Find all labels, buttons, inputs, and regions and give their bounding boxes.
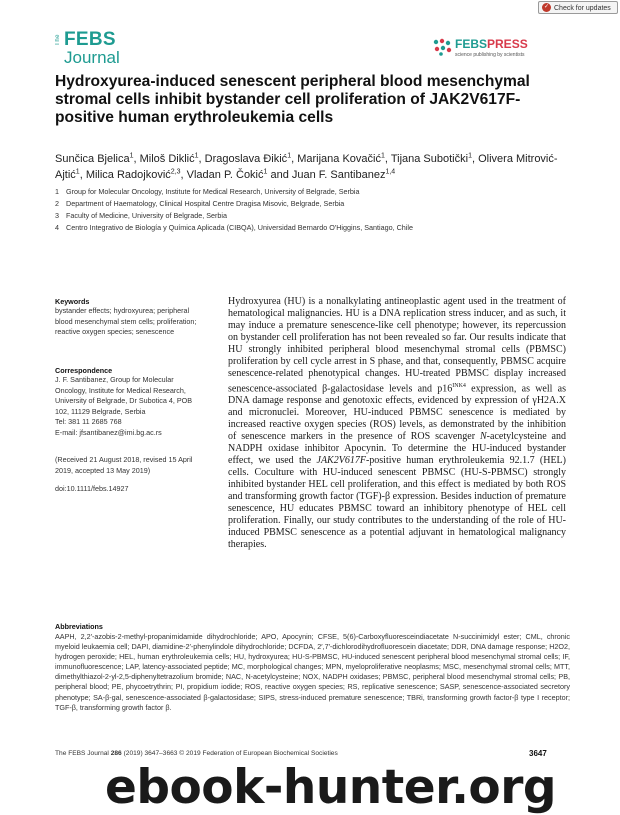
abstract	[228, 296, 566, 551]
author-affiliation-marker: 1	[287, 152, 292, 160]
author-name: Tijana Subotički	[390, 153, 469, 165]
author-name: Sunčica Bjelica	[55, 153, 130, 165]
author-name: Miloš Diklić	[139, 153, 195, 165]
doi-link[interactable]: doi:10.1111/febs.14927	[55, 484, 129, 493]
received-dates: (Received 21 August 2018, revised 15 April 2019, accepted 13 May 2019)	[55, 455, 193, 475]
page-number: 3647	[529, 749, 547, 758]
affiliation-item	[55, 222, 575, 234]
author-name: Olivera Mitrović-Ajtić	[55, 153, 558, 181]
keywords-section	[55, 297, 205, 338]
febs-press-tagline: science publishing by scientists	[455, 52, 525, 58]
keywords-heading: Keywords	[55, 297, 90, 306]
author-name: Dragoslava Đikić	[204, 153, 288, 165]
check-updates-icon: ✓	[543, 4, 550, 10]
affiliation-text: Faculty of Medicine, University of Belgrade, Serbia	[66, 211, 227, 220]
footer-citation	[55, 750, 338, 757]
affiliation-text: Centro Integrativo de Biología y Química Aplicada (CIBQA), Universidad Bernardo O'Higgins, Santiago, Chile	[66, 223, 413, 232]
affiliation-item	[55, 186, 575, 198]
affiliation-text: Department of Haematology, Clinical Hospital Centre Dragisa Misovic, Belgrade, Serbia	[66, 199, 345, 208]
abstract-text: -acetylcysteine and NADPH oxidase inhibitor Apocynin. To determine the HU-induced bystander effect, we used the	[228, 431, 566, 467]
author-name: Juan F. Santibanez	[291, 169, 386, 181]
abstract-text: expression, as well as DNA damage response and genotoxic effects, evidenced by expression of γH2A.X and micronuclei. Moreover, HU-induced PBMSC senescence is mediated by increased reactive oxygen species (ROS) levels, as demonstrated by the inhibition of senescence markers in the presence of ROS scavenger	[228, 383, 566, 443]
author-affiliation-marker: 1	[194, 152, 199, 160]
abbreviations-heading: Abbreviations	[55, 622, 103, 631]
keywords-text: bystander effects; hydroxyurea; peripheral blood mesenchymal stem cells; proliferation; reactive oxygen species; senescence	[55, 306, 197, 336]
abstract-text: JAK2V617F	[316, 455, 366, 467]
correspondence-section	[55, 366, 205, 438]
article-title: Hydroxyurea-induced senescent peripheral blood mesenchymal stromal cells inhibit bystander cell proliferation of JAK2V617F-positive human erythroleukemia cells	[55, 73, 530, 126]
febs-press-press: PRESS	[487, 37, 528, 51]
check-updates-label: Check for updates	[554, 5, 611, 12]
author-name: Vladan P. Čokić	[186, 169, 264, 181]
author-affiliation-marker: 1	[380, 152, 385, 160]
abstract-text: N	[480, 431, 487, 443]
affiliation-text: Group for Molecular Oncology, Institute for Medical Research, University of Belgrade, Serbia	[66, 187, 360, 196]
footer-volume: 286	[110, 750, 122, 757]
affiliation-number: 1	[55, 187, 59, 196]
author-affiliation-marker: 1	[129, 152, 134, 160]
febs-press-febs: FEBS	[455, 37, 488, 51]
author-affiliation-marker: 1	[468, 152, 472, 160]
check-for-updates-button[interactable]	[538, 1, 618, 14]
affiliation-number: 2	[55, 199, 59, 208]
author-list: Sunčica Bjelica$^1$, Miloš Diklić$^1$, Dragoslava Đikić$^1$, Marijana Kovačić$^1$, Tijana Subotički$^1$, Olivera Mitrović-Ajtić$^1$, Milica Radojković$^{2,3}$, Vladan P. Čokić$^1$ and Juan F. Santibanez$^{1,4}$	[55, 152, 558, 181]
author-affiliation-marker: 1,4	[385, 168, 396, 176]
author-name: Marijana Kovačić	[297, 153, 381, 165]
footer-copyright: (2019) 3647–3663 © 2019 Federation of European Biochemical Societies	[123, 750, 338, 757]
footer-journal: The FEBS Journal	[55, 750, 109, 757]
affiliation-number: 4	[55, 223, 59, 232]
affiliation-list	[55, 186, 575, 234]
correspondence-tel: Tel: 381 11 2685 768	[55, 417, 122, 426]
abstract-text: -positive human erythroleukemia 92.1.7 (HEL) cells. Coculture with HU-induced senescent PBMSC (HU-S-PBMSC) strongly inhibited bystander HEL cell proliferation, and this effect is mediated by both ROS and transforming growth factor (TGF)-β expression. Besides induction of premature senescence, HU educates PBMSC toward an inhibitory phenotype of HEL cell proliferation. Finally, our study contributes to the understanding of the role of HU-induced PBMSC senescence as a potential adjuvant in hematological malignancy therapies.	[228, 455, 566, 551]
journal-logo-the: The	[55, 34, 61, 46]
febs-press-name	[455, 37, 528, 51]
affiliation-item	[55, 210, 575, 222]
journal-logo-journal: Journal	[64, 48, 120, 67]
abstract-text: Hydroxyurea (HU) is a nonalkylating antineoplastic agent used in the treatment of hematological malignancies. HU is a DNA replication stress inducer, and as such, it may induce a premature senescence-like cell phenotype; however, its repercussion on bystander cell proliferation has not been revealed so far. Our results indicate that HU strongly inhibited peripheral blood mesenchymal stromal cells (PBMSC) proliferation by cell cycle arrest in S phase, and that, consequently, PBMSC acquire senescence-related phenotypical changes. HU-treated PBMSC display increased senescence-associated β-galactosidase levels and p16	[228, 296, 566, 395]
author-affiliation-marker: 1	[263, 168, 268, 176]
author-affiliation-marker: 1	[75, 168, 80, 176]
correspondence-heading: Correspondence	[55, 366, 113, 375]
abbreviations-text: AAPH, 2,2′-azobis-2-methyl-propanimidamide dihydrochloride; APO, Apocynin; CFSE, 5(6)-Carboxyfluoresceindiacetate N-succinimidyl ester; CML, chronic myeloid leukaemia cell; DAPI, diamidine-2′-phenylindole dihydrochloride; DCFDA, 2′,7′-dichlorodihydrofluorescein diacetate; DDR, DNA damage response; H2O2, hydrogen peroxide; HEL, human erythroleukemia cells; HU, hydroxyurea; HU-S-PBMSC, HU-induced senescent peripheral blood mesenchymal stromal cells; IF, immunofluorescence; LAP, latency-associated peptide; MC, morphological changes; MPN, myeloproliferative neoplasms; MSC, mesenchymal stromal cells; MTT, dimethylthiazol-2-yl-2,5-diphenyltetrazolium bromide; NAC, N-acetylcysteine; NOX, NADPH oxidases; PBMSC, peripheral blood mesenchymal stromal cells; PB, peripheral blood; PE, phycoetrythrin; PI, propidium iodide; ROS, reactive oxygen species; RS, replicative senescence; SASP, senescence-associated secretory phenotype; SA-β-gal, senescence-associated β-galactosidase; SIPS, stress-induced premature senescence; TBRi, transforming growth factor-β type I receptor; TGF-β, transforming growth factor β.	[55, 632, 570, 712]
affiliation-item	[55, 198, 575, 210]
author-affiliation-marker: 2,3	[170, 168, 181, 176]
correspondence-email[interactable]: E-mail: jfsantibanez@imi.bg.ac.rs	[55, 427, 162, 437]
correspondence-address: J. F. Santibanez, Group for Molecular Oncology, Institute for Medical Research, University of Belgrade, Dr Subotica 4, POB 102, 11129 Belgrade, Serbia	[55, 375, 193, 416]
watermark: ebook-hunter.org	[105, 760, 557, 815]
journal-logo-febs: FEBS	[64, 29, 116, 50]
febs-press-icon	[432, 38, 452, 56]
abstract-text: INK4	[452, 383, 466, 389]
affiliation-number: 3	[55, 211, 59, 220]
author-name: Milica Radojković	[85, 169, 171, 181]
